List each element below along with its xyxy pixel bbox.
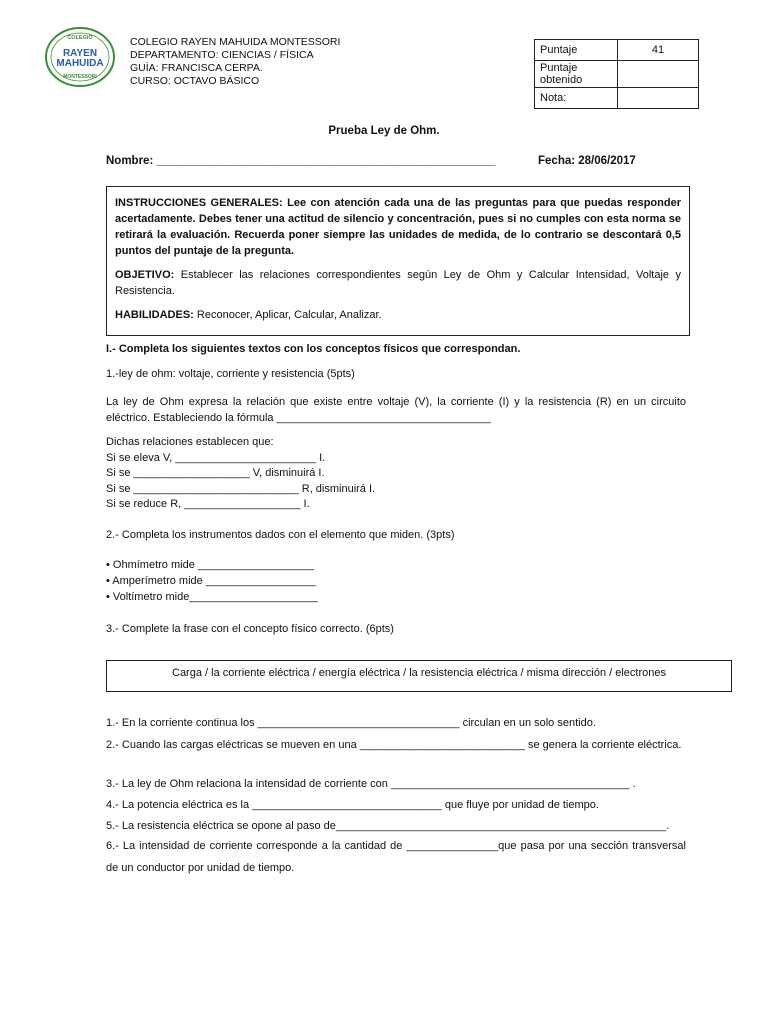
school-info — [130, 36, 340, 88]
logo-bottom-text: MONTESSORI — [63, 74, 97, 80]
section1-heading: I.- Completa los siguientes textos con los conceptos físicos que correspondan. — [106, 343, 521, 355]
school-logo — [44, 26, 116, 88]
instrument-line: • Voltímetro mide_____________________ — [106, 591, 318, 603]
instructions-general-label: INSTRUCCIONES GENERALES: — [115, 197, 283, 209]
instructions-box — [106, 186, 690, 336]
objetivo-label: OBJETIVO: — [115, 269, 175, 281]
sentence-5: 5.- La resistencia eléctrica se opone al paso de______________________________________________________. — [106, 820, 670, 832]
sentence-4: 4.- La potencia eléctrica es la _______________________________ que fluye por unidad de tiempo. — [106, 799, 599, 811]
puntaje-value: 41 — [618, 40, 699, 61]
relation-line: Si se reduce R, ___________________ I. — [106, 498, 310, 510]
q3-title: 3.- Complete la frase con el concepto físico correcto. (6pts) — [106, 623, 394, 635]
instructions-general-text: Lee con atención cada una de las preguntas para que puedas responder acertadamente. Debes tener una actitud de silencio y concentración, pues si no cumples con esta norma se retirará la evaluación. Recuerda poner siempre las unidades de medida, de lo contrario se descontará 0,5 puntos del puntaje de la pregunta. — [115, 197, 681, 257]
q1-text: La ley de Ohm expresa la relación que existe entre voltaje (V), la corriente (I) y la resistencia (R) en un circuito eléctrico. Estableciendo la fórmula ___________________________________ — [106, 396, 686, 424]
school-line: GUÍA: FRANCISCA CERPA. — [130, 62, 263, 74]
q1-title: 1.-ley de ohm: voltaje, corriente y resistencia (5pts) — [106, 368, 355, 380]
obtenido-label-line: Puntaje — [540, 62, 578, 74]
nombre-field: Nombre: _____________________________________________________ — [106, 155, 496, 167]
instructions-general — [115, 195, 681, 259]
obtenido-label — [535, 61, 618, 88]
logo-name-2: MAHUIDA — [56, 58, 104, 69]
relations-intro: Dichas relaciones establecen que: — [106, 436, 274, 448]
habilidades-label: HABILIDADES: — [115, 309, 194, 321]
puntaje-label: Puntaje — [535, 40, 618, 61]
school-line: COLEGIO RAYEN MAHUIDA MONTESSORI — [130, 36, 341, 48]
habilidades-text: Reconocer, Aplicar, Calcular, Analizar. — [193, 309, 382, 321]
instrument-line: • Ohmímetro mide ___________________ — [106, 559, 315, 571]
q2-title: 2.- Completa los instrumentos dados con el elemento que miden. (3pts) — [106, 529, 455, 541]
relation-line: Si se eleva V, _______________________ I. — [106, 452, 326, 464]
sentence-1: 1.- En la corriente continua los _________________________________ circulan en un solo sentido. — [106, 717, 596, 729]
relation-line: Si se ___________________ V, disminuirá I. — [106, 467, 325, 479]
obtenido-label-line: obtenido — [540, 74, 583, 86]
page-title: Prueba Ley de Ohm. — [328, 125, 440, 137]
sentence-6: 6.- La intensidad de corriente corresponde a la cantidad de _______________que pasa por una sección transversal de un conductor por unidad de tiempo. — [106, 840, 686, 874]
school-line: DEPARTAMENTO: CIENCIAS / FÍSICA — [130, 49, 314, 61]
sentence-2: 2.- Cuando las cargas eléctricas se mueven en una ___________________________ se genera la corriente eléctrica. — [106, 739, 682, 751]
word-bank-box: Carga / la corriente eléctrica / energía eléctrica / la resistencia eléctrica / misma dirección / electrones — [106, 660, 732, 692]
relation-line: Si se ___________________________ R, disminuirá I. — [106, 483, 376, 495]
score-table — [534, 39, 699, 109]
instructions-objetivo — [115, 267, 681, 299]
logo-top-text: COLEGIO — [67, 35, 93, 41]
objetivo-text: Establecer las relaciones correspondientes según Ley de Ohm y Calcular Intensidad, Voltaje y Resistencia. — [115, 269, 681, 297]
logo-name-1: RAYEN — [62, 48, 98, 59]
school-line: CURSO: OCTAVO BÁSICO — [130, 75, 260, 87]
sentence-3: 3.- La ley de Ohm relaciona la intensidad de corriente con _______________________________________ . — [106, 778, 636, 790]
nota-label: Nota: — [535, 88, 618, 109]
obtenido-value[interactable] — [618, 61, 699, 88]
nota-value[interactable] — [618, 88, 699, 109]
instructions-habilidades — [115, 307, 681, 323]
fecha-field: Fecha: 28/06/2017 — [538, 155, 636, 167]
instrument-line: • Amperímetro mide __________________ — [106, 575, 316, 587]
